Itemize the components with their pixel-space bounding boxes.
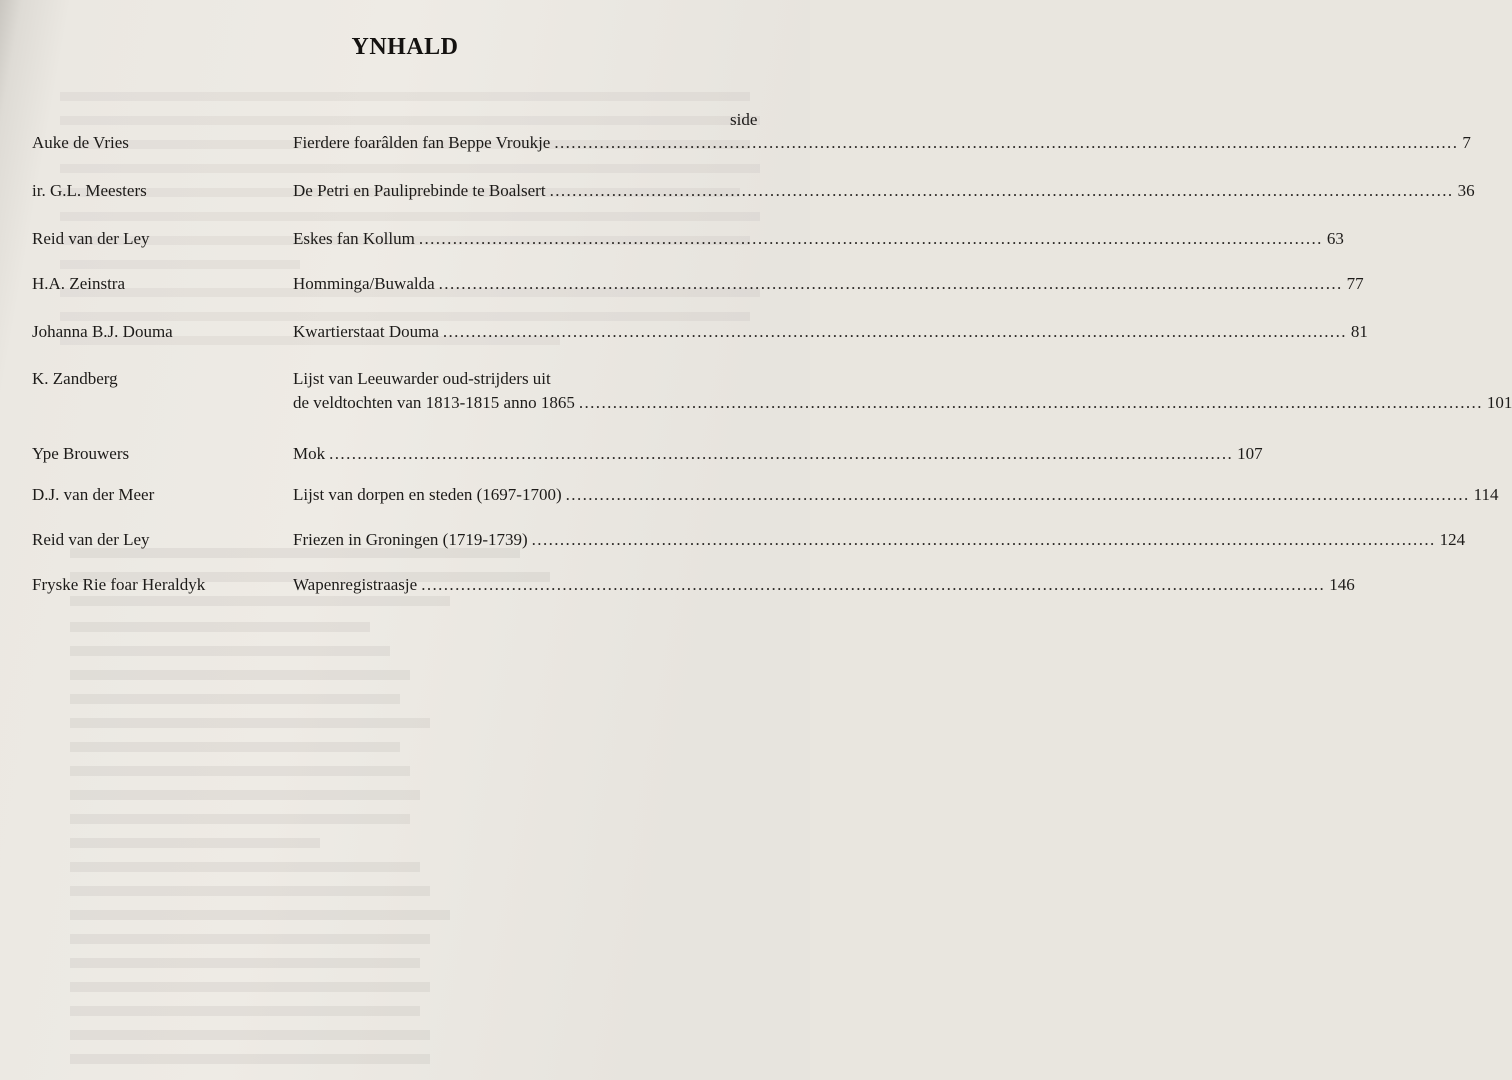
- toc-title: Wapenregistraasje: [293, 575, 418, 594]
- toc-title: Homminga/Buwalda: [293, 274, 435, 293]
- toc-title-block: [293, 133, 1471, 157]
- toc-author: Johanna B.J. Douma: [32, 322, 173, 341]
- dot-leader: ................................................................................................................................................................: [531, 530, 1436, 549]
- toc-page-number: 107: [1237, 444, 1263, 463]
- toc-page-number: 146: [1329, 575, 1355, 594]
- toc-author: Auke de Vries: [32, 133, 129, 152]
- toc-title: Mok: [293, 444, 326, 463]
- dot-leader: ................................................................................................................................................................: [438, 274, 1343, 293]
- toc-title-line: [293, 181, 1475, 205]
- toc-page-number: 7: [1462, 133, 1471, 152]
- toc-page-number: 81: [1350, 322, 1368, 341]
- dot-leader: ................................................................................................................................................................: [565, 485, 1470, 504]
- toc-author: Reid van der Ley: [32, 530, 150, 549]
- toc-author: Reid van der Ley: [32, 229, 150, 248]
- toc-title-block: [293, 575, 1355, 599]
- toc-title-line: [293, 444, 1263, 468]
- toc-title-line: [293, 393, 1512, 417]
- toc-page-number: 124: [1439, 530, 1466, 549]
- toc-author: D.J. van der Meer: [32, 485, 155, 504]
- toc-title-line: [293, 229, 1344, 253]
- toc-title-block: [293, 181, 1475, 205]
- toc-page-number: 77: [1346, 274, 1364, 293]
- toc-author: H.A. Zeinstra: [32, 274, 126, 293]
- dot-leader: ................................................................................................................................................................: [421, 575, 1326, 594]
- toc-author: Ype Brouwers: [32, 444, 130, 463]
- toc-title-block: [293, 274, 1364, 298]
- toc-title: De Petri en Pauliprebinde te Boalsert: [293, 181, 546, 200]
- page-column-label: side: [730, 110, 758, 129]
- toc-title: Fierdere foarâlden fan Beppe Vroukje: [293, 133, 551, 152]
- toc-title: Kwartierstaat Douma: [293, 322, 439, 341]
- toc-title-block: [293, 485, 1499, 509]
- toc-page-number: 101: [1486, 393, 1512, 412]
- toc-author: K. Zandberg: [32, 369, 118, 388]
- toc-title-line: [293, 575, 1355, 599]
- toc-title-block: [293, 444, 1263, 468]
- toc-title: Lijst van Leeuwarder oud-strijders uit: [293, 369, 551, 388]
- toc-page-number: 36: [1457, 181, 1475, 200]
- toc-title-block: [293, 322, 1368, 346]
- toc-title: Eskes fan Kollum: [293, 229, 415, 248]
- toc-title-line: [293, 322, 1368, 346]
- dot-leader: ................................................................................................................................................................: [442, 322, 1347, 341]
- toc-page-number: 114: [1473, 485, 1499, 504]
- toc-author: Fryske Rie foar Heraldyk: [32, 575, 206, 594]
- dot-leader: ................................................................................................................................................................: [578, 393, 1483, 412]
- dot-leader: ................................................................................................................................................................: [554, 133, 1459, 152]
- toc-title-block: [293, 369, 1512, 417]
- page-title: YNHALD: [351, 34, 459, 60]
- toc-title-line: [293, 530, 1466, 554]
- toc-title: Friezen in Groningen (1719-1739): [293, 530, 528, 549]
- toc-page-number: 63: [1326, 229, 1344, 248]
- toc-title-block: [293, 530, 1466, 554]
- toc-title-block: [293, 229, 1344, 253]
- toc-title-line: [293, 274, 1364, 298]
- toc-title-line: [293, 485, 1499, 509]
- toc-title-line: [293, 369, 778, 393]
- toc-title: de veldtochten van 1813-1815 anno 1865: [293, 393, 575, 412]
- toc-title-line: [293, 133, 1471, 157]
- toc-title: Lijst van dorpen en steden (1697-1700): [293, 485, 562, 504]
- dot-leader: ................................................................................................................................................................: [549, 181, 1454, 200]
- toc-author: ir. G.L. Meesters: [32, 181, 147, 200]
- dot-leader: ................................................................................................................................................................: [418, 229, 1323, 248]
- dot-leader: ................................................................................................................................................................: [329, 444, 1234, 463]
